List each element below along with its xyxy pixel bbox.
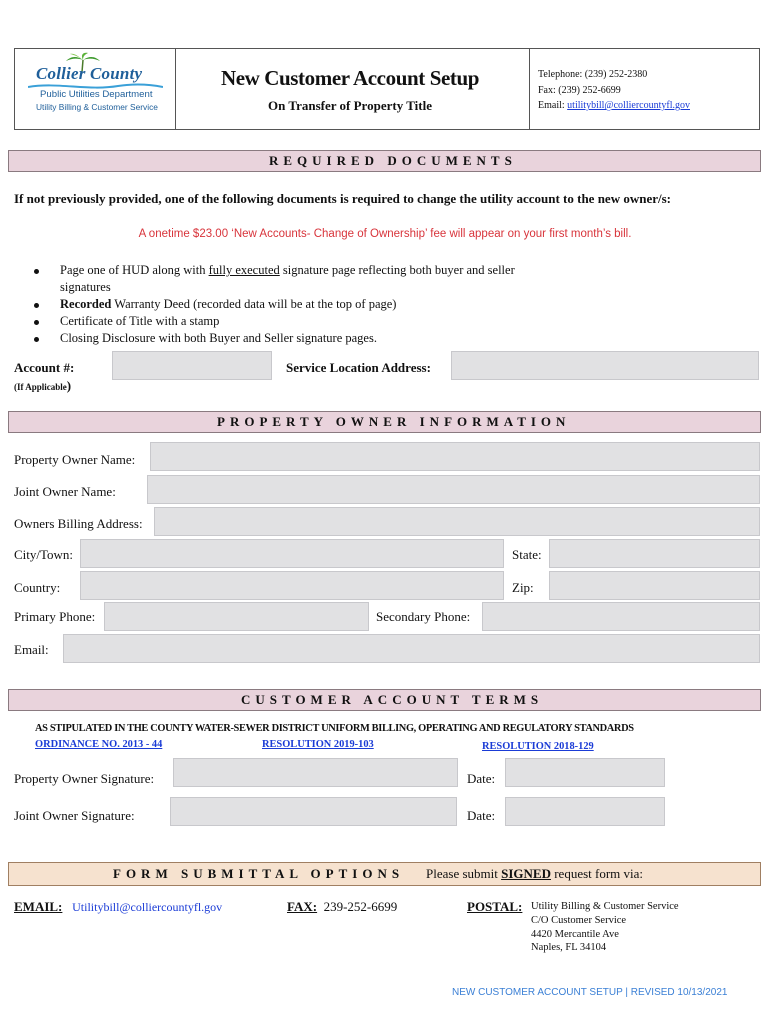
account-note-end: ) [66,378,72,393]
footer-revision: NEW CUSTOMER ACCOUNT SETUP | REVISED 10/13/2021 [452,987,728,998]
list-item-text: Warranty Deed (recorded data will be at the top of page) [111,297,397,311]
page-title: New Customer Account Setup [220,66,480,90]
country-label: Country: [14,580,61,595]
property-owner-info-bar: PROPERTY OWNER INFORMATION [8,411,761,433]
postal-line: Naples, FL 34104 [531,942,607,954]
submit-email-label: EMAIL: [14,899,63,914]
zip-field[interactable] [549,571,760,600]
account-number-field[interactable] [112,351,272,380]
property-owner-name-field[interactable] [150,442,760,471]
submit-text: request form via: [550,866,644,881]
header-divider [175,49,176,129]
account-label: Account #: [14,360,75,375]
resolution-2018-link[interactable]: RESOLUTION 2018-129 [482,741,594,752]
submit-postal-label [467,899,522,915]
list-item-text: Certificate of Title with a stamp [60,314,220,328]
logo-unit: Utility Billing & Customer Service [36,102,158,112]
account-note-text: (If Applicable [14,382,67,392]
contact-fax: Fax: (239) 252-6699 [538,84,621,96]
account-applicable-note [14,378,71,394]
state-label: State: [512,547,542,562]
list-item [34,313,594,330]
contact-email-label: Email: [538,100,568,111]
primary-phone-field[interactable] [104,602,369,631]
bullet-icon [34,303,39,308]
contact-email-link[interactable]: utilitybill@colliercountyfl.gov [567,100,690,111]
email-label: Email: [14,642,49,657]
contact-info [538,67,690,114]
bullet-icon [34,320,39,325]
list-item-text: signatures [60,280,111,294]
logo-department: Public Utilities Department [40,89,153,100]
contact-telephone: Telephone: (239) 252-2380 [538,69,648,80]
date-label: Date: [467,771,496,786]
required-docs-intro: If not previously provided, one of the following documents is required to change the utility account to the new owner/s: [14,191,671,206]
state-field[interactable] [549,539,760,568]
owner-signature-field[interactable] [173,758,458,787]
email-field[interactable] [63,634,760,663]
secondary-phone-field[interactable] [482,602,760,631]
collier-county-logo [26,52,166,114]
billing-address-label: Owners Billing Address: [14,516,143,531]
postal-line: Utility Billing & Customer Service [531,901,679,912]
form-submittal-options-bar: FORM SUBMITTAL OPTIONS [8,862,761,886]
required-docs-list [34,262,594,347]
zip-label: Zip: [512,580,534,595]
postal-line: 4420 Mercantile Ave [531,928,619,940]
property-owner-name-label: Property Owner Name: [14,452,136,467]
bullet-icon [34,337,39,342]
joint-owner-name-field[interactable] [147,475,760,504]
service-location-field[interactable] [451,351,759,380]
stipulation-text: AS STIPULATED IN THE COUNTY WATER-SEWER DISTRICT UNIFORM BILLING, OPERATING AND REGULATORY STANDARDS [35,723,634,734]
list-item [34,262,594,296]
owner-signature-date-field[interactable] [505,758,665,787]
signed-emphasis: SIGNED [501,866,551,881]
list-item-text: Closing Disclosure with both Buyer and Seller signature pages. [60,331,377,345]
list-item [34,330,594,347]
submit-postal-address [531,900,679,955]
list-item-bold: Recorded [60,297,112,311]
joint-signature-label: Joint Owner Signature: [14,808,135,823]
customer-account-terms-bar: CUSTOMER ACCOUNT TERMS [8,689,761,711]
resolution-2019-link[interactable]: RESOLUTION 2019-103 [262,739,374,750]
header-divider [529,49,530,129]
list-item [34,296,594,313]
joint-owner-name-label: Joint Owner Name: [14,484,116,499]
joint-signature-date-field[interactable] [505,797,665,826]
bullet-icon [34,269,39,274]
submit-fax-label: FAX: [287,899,318,914]
joint-signature-field[interactable] [170,797,457,826]
logo-county-name: Collier County [36,64,143,83]
primary-phone-label: Primary Phone: [14,609,96,624]
date-label: Date: [467,808,496,823]
list-item-text: signature page reflecting both buyer and seller [279,263,515,277]
submit-instructions [426,866,643,882]
submit-email-link[interactable]: Utilitybill@colliercountyfl.gov [72,900,223,914]
contact-email [538,98,690,114]
postal-line: C/O Customer Service [531,914,627,926]
service-location-label: Service Location Address: [286,360,431,375]
secondary-phone-label: Secondary Phone: [376,609,471,624]
submit-email [14,899,222,915]
list-item-text: Page one of HUD along with [60,263,209,277]
required-documents-bar: REQUIRED DOCUMENTS [8,150,761,172]
submit-text: Please submit [426,866,502,881]
fee-notice: A onetime $23.00 ‘New Accounts- Change of Ownership’ fee will appear on your first month’s bill. [138,228,632,240]
country-field[interactable] [80,571,504,600]
billing-address-field[interactable] [154,507,760,536]
city-field[interactable] [80,539,504,568]
submit-fax-value: 239-252-6699 [323,899,398,914]
postal-label-text: POSTAL: [467,899,523,914]
list-item-underline: fully executed [208,263,280,277]
city-label: City/Town: [14,547,74,562]
page-subtitle: On Transfer of Property Title [268,98,432,113]
ordinance-link[interactable]: ORDINANCE NO. 2013 - 44 [35,739,163,750]
submit-fax [287,899,397,915]
owner-signature-label: Property Owner Signature: [14,771,155,786]
